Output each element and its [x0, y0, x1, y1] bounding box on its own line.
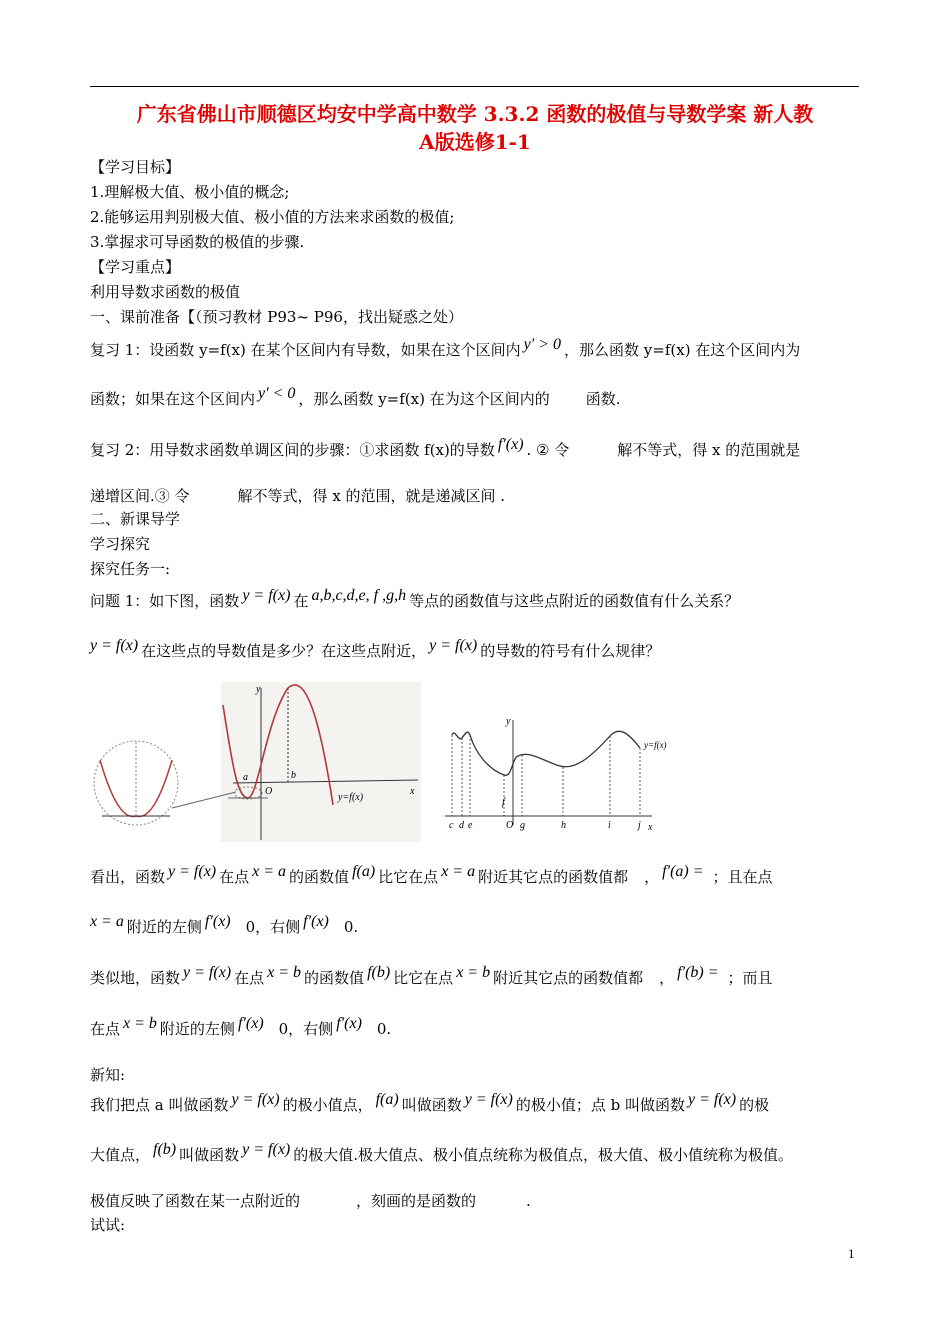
obs2-text-b: 0，右侧 — [245, 918, 301, 936]
sim1-text-f: ， — [659, 969, 675, 987]
sim2-text-a: 在点 — [90, 1020, 121, 1038]
review2-text-c: 解不等式，得 x 的范围就是 — [617, 441, 801, 459]
figure-right-graph — [440, 700, 682, 835]
obs1-math1: y = f(x) — [168, 863, 217, 880]
def1-text-b: 的极小值点， — [282, 1096, 373, 1114]
review1-text-a: 复习 1：设函数 y=f(x) 在某个区间内有导数，如果在这个区间内 — [90, 341, 521, 359]
review1-text-d: ，那么函数 y=f(x) 在为这个区间内的 — [298, 390, 550, 408]
obs1-math4: x = a — [441, 863, 476, 880]
def1-text-e: 的极 — [739, 1096, 770, 1114]
figure-right-svg — [440, 700, 682, 835]
obs1-math5: f′(a) = — [662, 863, 704, 880]
right-label-x: x — [648, 822, 653, 833]
right-label-e: e — [468, 820, 473, 831]
sim1-text-c: 的函数值 — [304, 969, 365, 987]
new-lesson-heading: 二、新课导学 — [90, 510, 181, 528]
sim1-text-b: 在点 — [234, 969, 265, 987]
review1-text-e: 函数. — [585, 390, 621, 408]
def2-text-c: 的极大值.极大值点、极小值点统称为极值点，极大值、极小值统称为极值。 — [293, 1146, 794, 1164]
review2-text-d: 递增区间.③ 令 — [90, 487, 190, 505]
obs1-text-a: 看出，函数 — [90, 868, 166, 886]
review2-text-b: . ② 令 — [526, 441, 570, 459]
sim1-math4: x = b — [456, 964, 491, 981]
review2-math: f′(x) — [497, 436, 524, 453]
q1-text-c: 等点的函数值与这些点附近的函数值有什么关系？ — [409, 592, 740, 610]
reflect-text-b: ，刻画的是函数的 — [356, 1192, 477, 1210]
right-label-y: y — [506, 716, 511, 727]
goal-1: 1.理解极大值、极小值的概念; — [90, 183, 290, 201]
review1-math2: y′ < 0 — [258, 385, 296, 402]
similar-line2 — [90, 1015, 392, 1041]
goal-heading: 【学习目标】 — [90, 158, 181, 176]
zoom-curve — [100, 760, 172, 817]
goal-3: 3.掌握求可导函数的极值的步骤. — [90, 233, 305, 251]
obs1-math2: x = a — [252, 863, 287, 880]
sim2-math1: x = b — [123, 1015, 157, 1032]
obs2-math1: x = a — [90, 913, 124, 930]
obs2-math2: f′(x) — [204, 913, 231, 930]
definition-line2 — [90, 1141, 794, 1167]
definition-line1 — [90, 1091, 770, 1117]
sim2-text-d: 0. — [376, 1020, 392, 1038]
explore-heading: 学习探究 — [90, 535, 151, 553]
figure-left-photo-bg — [221, 682, 421, 842]
q2-math2: y = f(x) — [429, 637, 478, 654]
def1-math2: f(a) — [375, 1091, 399, 1108]
def1-text-d: 的极小值；点 b 叫做函数 — [515, 1096, 685, 1114]
right-label-curve: y=f(x) — [644, 740, 667, 750]
def1-text-a: 我们把点 a 叫做函数 — [90, 1096, 229, 1114]
review2-text-a: 复习 2：用导数求函数单调区间的步骤：①求函数 f(x)的导数 — [90, 441, 495, 459]
def1-text-c: 叫做函数 — [401, 1096, 462, 1114]
q2-text-b: 的导数的符号有什么规律？ — [480, 642, 661, 660]
obs1-text-c: 的函数值 — [289, 868, 350, 886]
obs1-text-d: 比它在点 — [378, 868, 439, 886]
observation1-line1 — [90, 863, 773, 889]
page-title-line1: 广东省佛山市顺德区均安中学高中数学 3.3.2 函数的极值与导数学案 新人教 — [136, 102, 814, 126]
obs2-text-c: 0. — [343, 918, 359, 936]
sim1-math5: f′(b) = — [677, 964, 719, 981]
left-label-y: y — [256, 684, 261, 695]
obs1-math3: f(a) — [352, 863, 376, 880]
sim1-math3: f(b) — [367, 964, 391, 981]
reflection-line — [90, 1190, 531, 1212]
def2-math1: f(b) — [153, 1141, 177, 1158]
right-label-f: f — [502, 797, 505, 808]
similar-line1 — [90, 964, 773, 990]
review1-math1: y′ > 0 — [523, 336, 562, 353]
sim1-text-a: 类似地，函数 — [90, 969, 181, 987]
right-label-j: j — [638, 820, 641, 831]
figure-left-svg — [88, 680, 423, 845]
obs2-text-a: 附近的左侧 — [126, 918, 202, 936]
sim1-math2: x = b — [267, 964, 302, 981]
def2-text-a: 大值点， — [90, 1146, 151, 1164]
reflect-text-a: 极值反映了函数在某一点附近的 — [90, 1192, 301, 1210]
new-knowledge-heading: 新知: — [90, 1066, 126, 1084]
focus-heading: 【学习重点】 — [90, 258, 181, 276]
left-label-x: x — [410, 786, 415, 797]
question1-line1 — [90, 587, 740, 613]
sim2-text-b: 附近的左侧 — [159, 1020, 235, 1038]
review1-line1 — [90, 336, 801, 362]
right-label-d: d — [459, 820, 464, 831]
page-title-line2: A版选修1-1 — [419, 130, 531, 154]
sim2-math2: f′(x) — [237, 1015, 264, 1032]
def2-text-b: 叫做函数 — [179, 1146, 240, 1164]
obs2-math3: f′(x) — [303, 913, 329, 930]
left-label-curve: y=f(x) — [338, 792, 364, 803]
sim1-text-g: ；而且 — [727, 969, 773, 987]
obs1-text-e: 附近其它点的函数值都 — [478, 868, 629, 886]
obs1-text-g: ；且在点 — [712, 868, 773, 886]
right-label-h: h — [561, 820, 566, 831]
right-label-o: O — [506, 820, 514, 831]
observation1-line2 — [90, 913, 359, 939]
q2-math1: y = f(x) — [90, 637, 139, 654]
obs1-text-b: 在点 — [219, 868, 250, 886]
left-label-a: a — [243, 772, 248, 783]
sim1-text-e: 附近其它点的函数值都 — [493, 969, 644, 987]
def1-math4: y = f(x) — [687, 1091, 737, 1108]
task1-heading: 探究任务一: — [90, 560, 171, 578]
header-rule — [90, 86, 859, 87]
page-number: 1 — [848, 1246, 855, 1261]
right-function-curve — [452, 731, 640, 775]
def1-math1: y = f(x) — [231, 1091, 280, 1108]
review1-text-c: 函数；如果在这个区间内 — [90, 390, 256, 408]
q1-math2: a,b,c,d,e, f ,g,h — [311, 587, 407, 604]
review2-line1 — [90, 436, 801, 462]
def2-math2: y = f(x) — [242, 1141, 291, 1158]
q1-text-b: 在 — [293, 592, 309, 610]
sim2-text-c: 0，右侧 — [278, 1020, 334, 1038]
review1-text-b: ，那么函数 y=f(x) 在这个区间内为 — [564, 341, 801, 359]
q2-text-a: 在这些点的导数值是多少？在这些点附近， — [141, 642, 427, 660]
right-dashed-lines — [452, 735, 640, 816]
review2-text-e: 解不等式，得 x 的范围，就是递减区间 . — [237, 487, 506, 505]
figure-left-graph — [88, 680, 423, 845]
left-label-b: b — [291, 770, 296, 781]
q1-math1: y = f(x) — [242, 587, 291, 604]
right-label-c: c — [449, 820, 454, 831]
sim2-math3: f′(x) — [336, 1015, 362, 1032]
try-heading: 试试: — [90, 1216, 126, 1234]
focus-text: 利用导数求函数的极值 — [90, 283, 241, 301]
sim1-text-d: 比它在点 — [393, 969, 454, 987]
left-label-o: O — [265, 786, 273, 797]
right-label-i: i — [608, 820, 611, 831]
q1-text-a: 问题 1：如下图，函数 — [90, 592, 240, 610]
def1-math3: y = f(x) — [464, 1091, 513, 1108]
review1-line2 — [90, 385, 621, 411]
sim1-math1: y = f(x) — [183, 964, 232, 981]
prep-heading: 一、课前准备【（预习教材 P93~ P96，找出疑惑之处） — [90, 308, 463, 326]
right-label-g: g — [520, 820, 525, 831]
question1-line2 — [90, 637, 661, 663]
obs1-text-f: ， — [644, 868, 660, 886]
reflect-text-c: . — [526, 1192, 531, 1210]
review2-line2 — [90, 485, 505, 507]
goal-2: 2.能够运用判别极大值、极小值的方法来求函数的极值; — [90, 208, 455, 226]
